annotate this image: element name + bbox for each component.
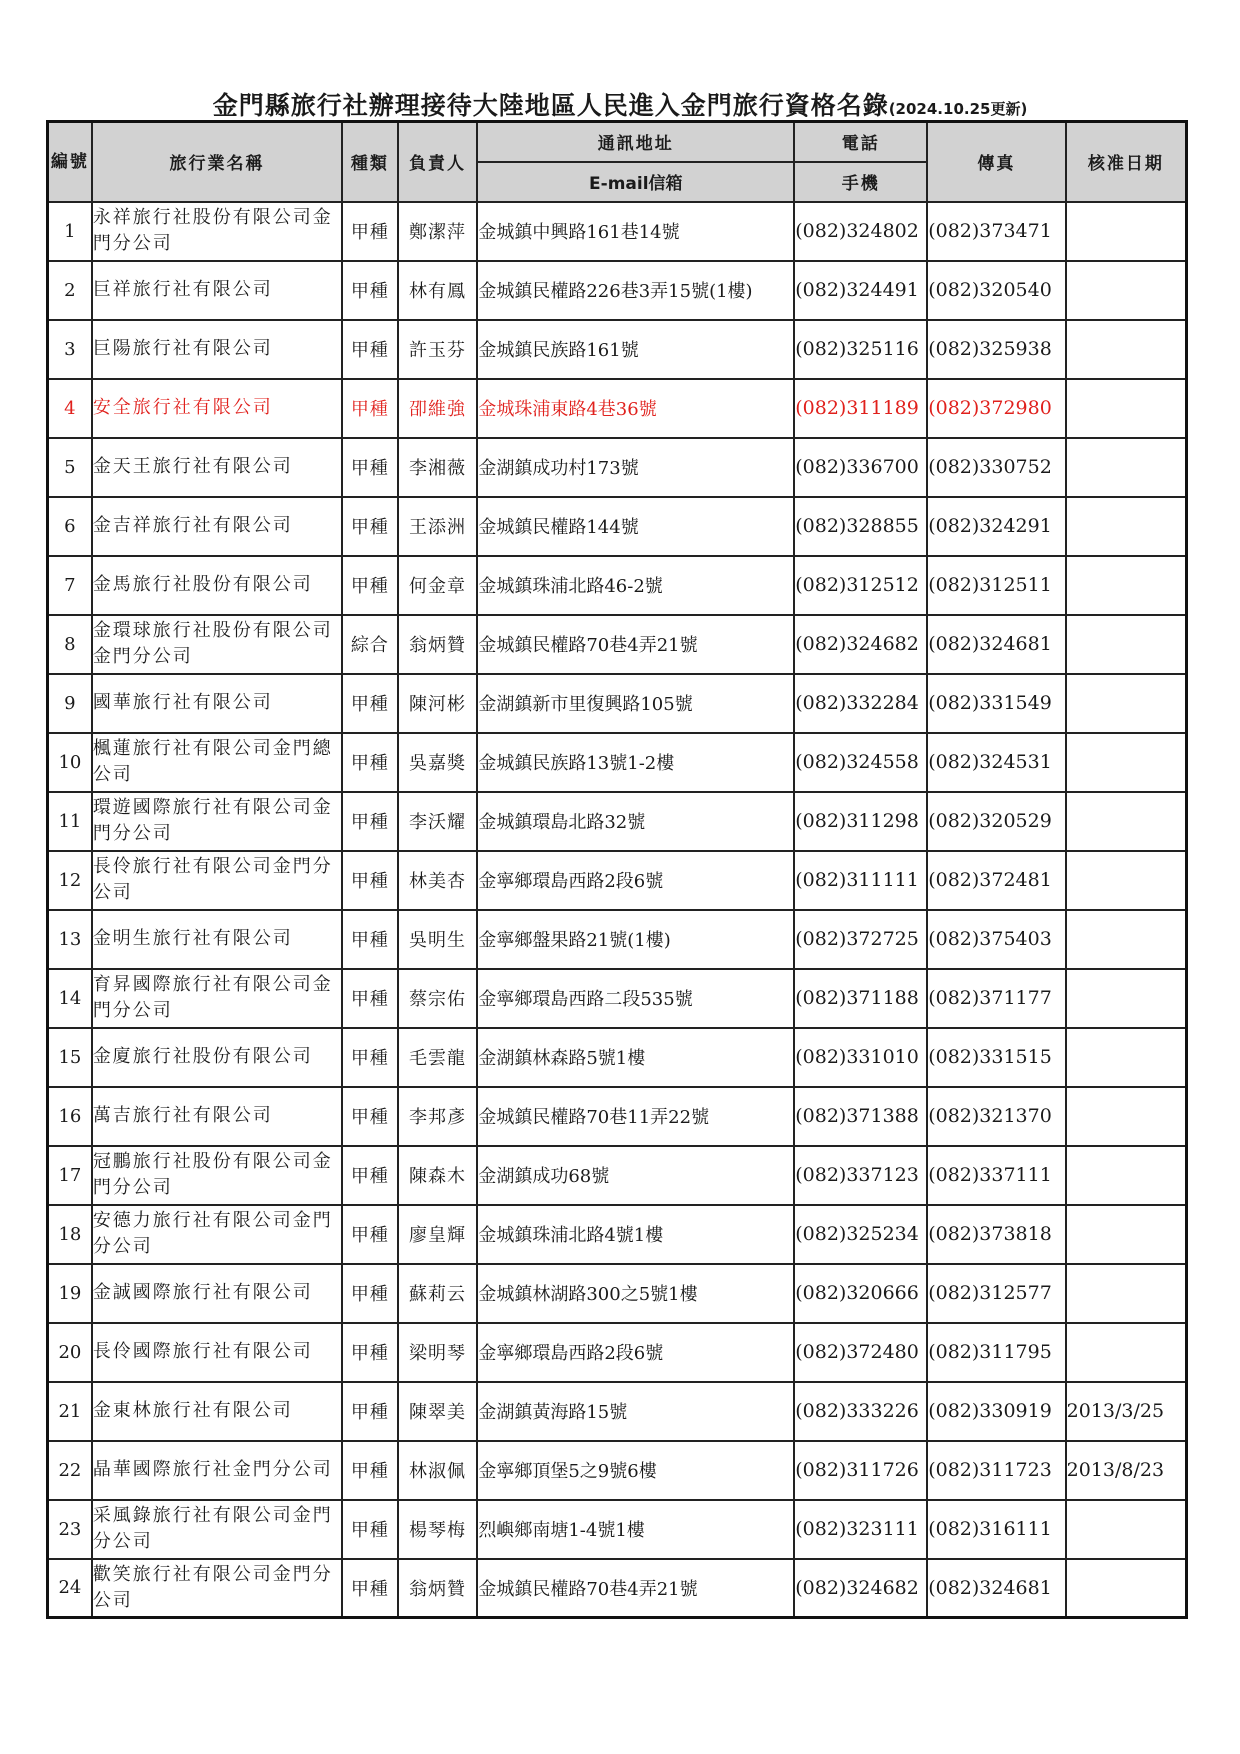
cell-approval-date [1066,1205,1187,1264]
cell-address: 金城鎮民族路13號1-2樓 [477,733,794,792]
cell-no: 7 [48,556,92,615]
cell-type: 甲種 [342,910,397,969]
cell-person: 何金章 [398,556,478,615]
cell-address: 金城鎮民族路161號 [477,320,794,379]
cell-agency-name: 金明生旅行社有限公司 [92,910,342,969]
table-row [48,910,1187,969]
cell-phone: (082)320666 [794,1264,927,1323]
cell-fax: (082)311795 [927,1323,1065,1382]
cell-address: 金湖鎮林森路5號1樓 [477,1028,794,1087]
table-row [48,1028,1187,1087]
cell-phone: (082)328855 [794,497,927,556]
cell-type: 甲種 [342,1323,397,1382]
cell-person: 鄭潔萍 [398,202,478,261]
cell-phone: (082)324682 [794,615,927,674]
update-note: (2024.10.25更新) [888,100,1028,118]
cell-no: 3 [48,320,92,379]
cell-address: 金寧鄉盤果路21號(1樓) [477,910,794,969]
cell-approval-date [1066,1264,1187,1323]
cell-phone: (082)311298 [794,792,927,851]
cell-agency-name: 楓蓮旅行社有限公司金門總公司 [92,733,342,792]
cell-no: 19 [48,1264,92,1323]
cell-person: 陳翠美 [398,1382,478,1441]
cell-no: 23 [48,1500,92,1559]
cell-type: 甲種 [342,261,397,320]
cell-type: 甲種 [342,1028,397,1087]
cell-fax: (082)337111 [927,1146,1065,1205]
cell-agency-name: 金環球旅行社股份有限公司金門分公司 [92,615,342,674]
cell-type: 甲種 [342,792,397,851]
cell-approval-date [1066,320,1187,379]
cell-agency-name: 萬吉旅行社有限公司 [92,1087,342,1146]
cell-approval-date [1066,1323,1187,1382]
cell-agency-name: 金東林旅行社有限公司 [92,1382,342,1441]
cell-no: 22 [48,1441,92,1500]
cell-address: 金湖鎮新市里復興路105號 [477,674,794,733]
cell-agency-name: 永祥旅行社股份有限公司金門分公司 [92,202,342,261]
cell-approval-date [1066,556,1187,615]
table-row [48,1500,1187,1559]
cell-address: 金城珠浦東路4巷36號 [477,379,794,438]
header-name: 旅行業名稱 [92,122,342,202]
cell-type: 甲種 [342,674,397,733]
cell-approval-date [1066,1087,1187,1146]
cell-type: 甲種 [342,733,397,792]
cell-approval-date [1066,497,1187,556]
cell-approval-date: 2013/8/23 [1066,1441,1187,1500]
cell-type: 甲種 [342,202,397,261]
cell-person: 陳森木 [398,1146,478,1205]
table-header [48,122,1187,202]
cell-approval-date [1066,615,1187,674]
cell-phone: (082)372725 [794,910,927,969]
cell-agency-name: 環遊國際旅行社有限公司金門分公司 [92,792,342,851]
cell-type: 綜合 [342,615,397,674]
header-mobile: 手機 [794,162,927,202]
header-fax: 傳真 [927,122,1065,202]
cell-type: 甲種 [342,1382,397,1441]
table-row [48,379,1187,438]
cell-person: 吳嘉獎 [398,733,478,792]
cell-approval-date [1066,910,1187,969]
cell-no: 21 [48,1382,92,1441]
cell-no: 13 [48,910,92,969]
cell-address: 金城鎮民權路226巷3弄15號(1樓) [477,261,794,320]
cell-person: 翁炳贊 [398,615,478,674]
table-row [48,792,1187,851]
cell-phone: (082)324491 [794,261,927,320]
table-row [48,438,1187,497]
cell-fax: (082)320529 [927,792,1065,851]
cell-address: 金寧鄉環島西路二段535號 [477,969,794,1028]
cell-type: 甲種 [342,320,397,379]
cell-phone: (082)311189 [794,379,927,438]
cell-no: 17 [48,1146,92,1205]
cell-agency-name: 長伶旅行社有限公司金門分公司 [92,851,342,910]
cell-no: 6 [48,497,92,556]
cell-address: 金湖鎮成功村173號 [477,438,794,497]
cell-fax: (082)372980 [927,379,1065,438]
header-phone: 電話 [794,122,927,162]
cell-approval-date [1066,969,1187,1028]
cell-no: 1 [48,202,92,261]
cell-agency-name: 金誠國際旅行社有限公司 [92,1264,342,1323]
cell-no: 14 [48,969,92,1028]
cell-address: 金城鎮環島北路32號 [477,792,794,851]
cell-agency-name: 金廈旅行社股份有限公司 [92,1028,342,1087]
cell-person: 蔡宗佑 [398,969,478,1028]
cell-phone: (082)311726 [794,1441,927,1500]
table-row [48,1323,1187,1382]
cell-agency-name: 金天王旅行社有限公司 [92,438,342,497]
cell-phone: (082)372480 [794,1323,927,1382]
header-address: 通訊地址 [477,122,794,162]
cell-person: 陳河彬 [398,674,478,733]
table-row [48,674,1187,733]
cell-approval-date [1066,261,1187,320]
cell-agency-name: 長伶國際旅行社有限公司 [92,1323,342,1382]
cell-no: 9 [48,674,92,733]
cell-fax: (082)312511 [927,556,1065,615]
table-row [48,202,1187,261]
cell-address: 金寧鄉環島西路2段6號 [477,1323,794,1382]
table-row [48,1205,1187,1264]
cell-person: 李邦彥 [398,1087,478,1146]
cell-fax: (082)324681 [927,1559,1065,1618]
table-row [48,851,1187,910]
table-row [48,497,1187,556]
cell-no: 18 [48,1205,92,1264]
cell-fax: (082)371177 [927,969,1065,1028]
cell-phone: (082)325234 [794,1205,927,1264]
cell-fax: (082)324291 [927,497,1065,556]
cell-type: 甲種 [342,1441,397,1500]
table-row [48,1382,1187,1441]
cell-no: 20 [48,1323,92,1382]
cell-agency-name: 巨陽旅行社有限公司 [92,320,342,379]
cell-agency-name: 安德力旅行社有限公司金門分公司 [92,1205,342,1264]
cell-address: 金城鎮民權路70巷4弄21號 [477,1559,794,1618]
cell-approval-date [1066,674,1187,733]
cell-fax: (082)330752 [927,438,1065,497]
cell-person: 廖皇輝 [398,1205,478,1264]
cell-agency-name: 巨祥旅行社有限公司 [92,261,342,320]
cell-approval-date [1066,202,1187,261]
table-row [48,1559,1187,1618]
cell-fax: (082)312577 [927,1264,1065,1323]
cell-no: 15 [48,1028,92,1087]
cell-person: 許玉芬 [398,320,478,379]
table-row [48,1264,1187,1323]
cell-no: 4 [48,379,92,438]
cell-approval-date [1066,1146,1187,1205]
cell-fax: (082)324531 [927,733,1065,792]
cell-phone: (082)336700 [794,438,927,497]
cell-person: 吳明生 [398,910,478,969]
cell-phone: (082)324802 [794,202,927,261]
cell-fax: (082)331549 [927,674,1065,733]
cell-person: 卲維強 [398,379,478,438]
cell-type: 甲種 [342,556,397,615]
cell-approval-date: 2013/3/25 [1066,1382,1187,1441]
header-type: 種類 [342,122,397,202]
cell-phone: (082)324558 [794,733,927,792]
cell-approval-date [1066,1500,1187,1559]
cell-phone: (082)312512 [794,556,927,615]
table-row [48,1441,1187,1500]
cell-address: 金湖鎮黃海路15號 [477,1382,794,1441]
table-row [48,615,1187,674]
cell-address: 金寧鄉頂堡5之9號6樓 [477,1441,794,1500]
cell-address: 烈嶼鄉南塘1-4號1樓 [477,1500,794,1559]
cell-agency-name: 育昇國際旅行社有限公司金門分公司 [92,969,342,1028]
cell-no: 12 [48,851,92,910]
cell-agency-name: 冠鵬旅行社股份有限公司金門分公司 [92,1146,342,1205]
cell-phone: (082)331010 [794,1028,927,1087]
cell-agency-name: 歡笑旅行社有限公司金門分公司 [92,1559,342,1618]
title-text: 金門縣旅行社辦理接待大陸地區人民進入金門旅行資格名錄 [212,91,889,120]
table-row [48,261,1187,320]
cell-agency-name: 安全旅行社有限公司 [92,379,342,438]
cell-phone: (082)337123 [794,1146,927,1205]
cell-type: 甲種 [342,379,397,438]
cell-no: 10 [48,733,92,792]
cell-address: 金城鎮民權路144號 [477,497,794,556]
cell-type: 甲種 [342,1264,397,1323]
cell-no: 16 [48,1087,92,1146]
cell-address: 金城鎮林湖路300之5號1樓 [477,1264,794,1323]
header-person: 負責人 [398,122,478,202]
cell-address: 金寧鄉環島西路2段6號 [477,851,794,910]
cell-approval-date [1066,438,1187,497]
cell-approval-date [1066,733,1187,792]
cell-phone: (082)324682 [794,1559,927,1618]
cell-type: 甲種 [342,851,397,910]
table-row [48,733,1187,792]
cell-no: 24 [48,1559,92,1618]
cell-type: 甲種 [342,1500,397,1559]
cell-no: 11 [48,792,92,851]
table-row [48,556,1187,615]
cell-fax: (082)321370 [927,1087,1065,1146]
cell-no: 2 [48,261,92,320]
cell-agency-name: 金馬旅行社股份有限公司 [92,556,342,615]
cell-approval-date [1066,1559,1187,1618]
header-email: E-mail信箱 [477,162,794,202]
table-row [48,1087,1187,1146]
cell-fax: (082)373818 [927,1205,1065,1264]
cell-person: 梁明琴 [398,1323,478,1382]
cell-fax: (082)311723 [927,1441,1065,1500]
cell-address: 金城鎮民權路70巷4弄21號 [477,615,794,674]
cell-fax: (082)325938 [927,320,1065,379]
cell-agency-name: 采風錄旅行社有限公司金門分公司 [92,1500,342,1559]
cell-phone: (082)371388 [794,1087,927,1146]
cell-address: 金湖鎮成功68號 [477,1146,794,1205]
cell-person: 林淑佩 [398,1441,478,1500]
table-row [48,1146,1187,1205]
cell-no: 8 [48,615,92,674]
header-date: 核准日期 [1066,122,1187,202]
cell-fax: (082)324681 [927,615,1065,674]
cell-address: 金城鎮珠浦北路46-2號 [477,556,794,615]
cell-type: 甲種 [342,1205,397,1264]
cell-approval-date [1066,851,1187,910]
cell-approval-date [1066,792,1187,851]
cell-type: 甲種 [342,1146,397,1205]
cell-approval-date [1066,379,1187,438]
cell-type: 甲種 [342,438,397,497]
cell-agency-name: 晶華國際旅行社金門分公司 [92,1441,342,1500]
cell-person: 王添洲 [398,497,478,556]
cell-person: 毛雲龍 [398,1028,478,1087]
cell-phone: (082)332284 [794,674,927,733]
cell-person: 林美杏 [398,851,478,910]
cell-person: 李沃耀 [398,792,478,851]
cell-type: 甲種 [342,969,397,1028]
table-body [48,202,1187,1618]
document-title [40,86,1200,122]
cell-person: 翁炳贊 [398,1559,478,1618]
cell-fax: (082)372481 [927,851,1065,910]
cell-phone: (082)333226 [794,1382,927,1441]
cell-approval-date [1066,1028,1187,1087]
cell-agency-name: 國華旅行社有限公司 [92,674,342,733]
cell-fax: (082)375403 [927,910,1065,969]
cell-agency-name: 金吉祥旅行社有限公司 [92,497,342,556]
cell-address: 金城鎮中興路161巷14號 [477,202,794,261]
cell-fax: (082)373471 [927,202,1065,261]
cell-person: 蘇莉云 [398,1264,478,1323]
table-row [48,969,1187,1028]
header-no: 編號 [48,122,92,202]
cell-fax: (082)316111 [927,1500,1065,1559]
cell-fax: (082)330919 [927,1382,1065,1441]
cell-type: 甲種 [342,1087,397,1146]
travel-agency-table [46,120,1188,1619]
cell-person: 楊琴梅 [398,1500,478,1559]
table-row [48,320,1187,379]
cell-address: 金城鎮珠浦北路4號1樓 [477,1205,794,1264]
cell-no: 5 [48,438,92,497]
cell-type: 甲種 [342,1559,397,1618]
cell-address: 金城鎮民權路70巷11弄22號 [477,1087,794,1146]
cell-type: 甲種 [342,497,397,556]
cell-phone: (082)323111 [794,1500,927,1559]
cell-phone: (082)325116 [794,320,927,379]
cell-person: 林有鳳 [398,261,478,320]
cell-person: 李湘薇 [398,438,478,497]
cell-phone: (082)311111 [794,851,927,910]
cell-fax: (082)331515 [927,1028,1065,1087]
cell-phone: (082)371188 [794,969,927,1028]
cell-fax: (082)320540 [927,261,1065,320]
